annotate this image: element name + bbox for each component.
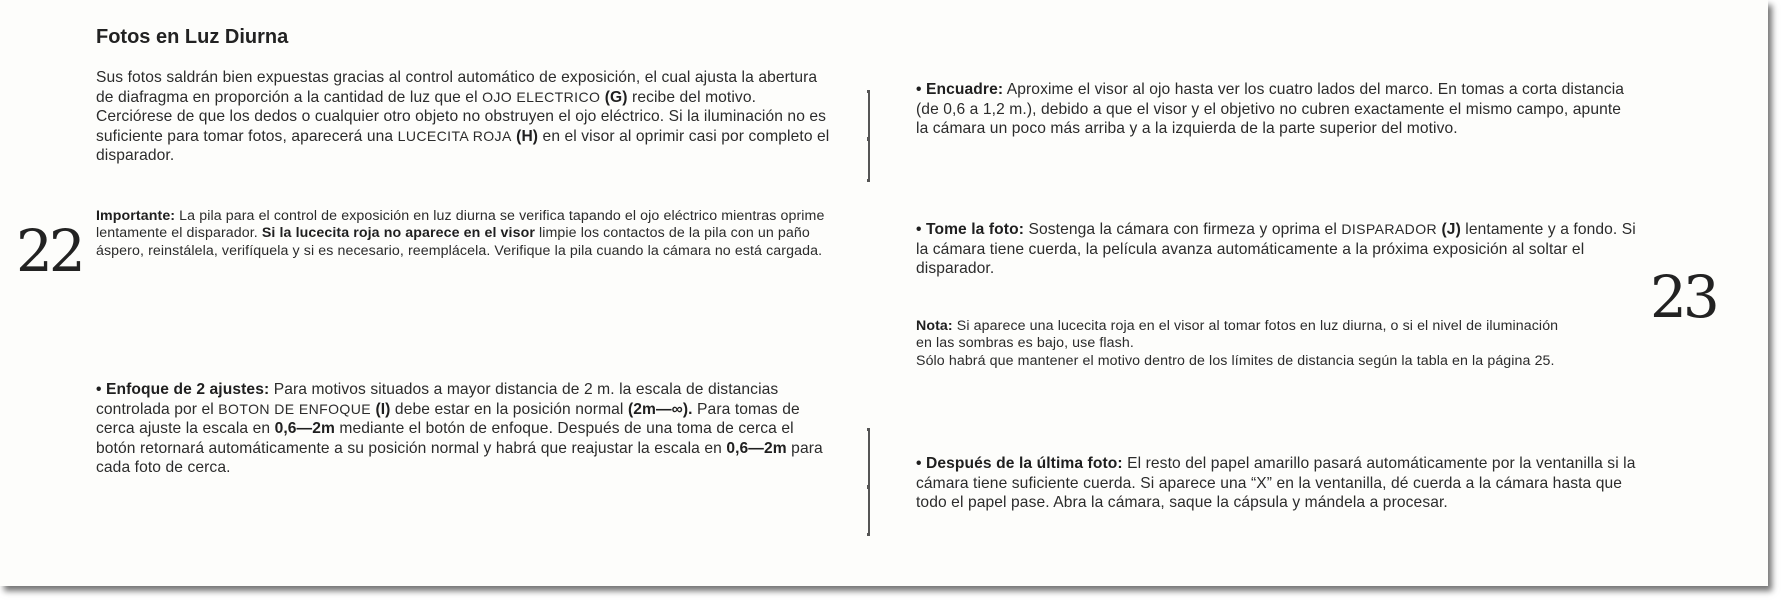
shot-text-1: Sostenga la cámara con firmeza y oprima el xyxy=(1024,221,1342,238)
focus-paragraph xyxy=(96,380,836,478)
frame-text: Aproxime el visor al ojo hasta ver los cuatro lados del marco. En tomas a corta distancia (de 0,6 a 1,2 m.), debido a que el visor y el objetivo no cubren exactamente el mismo campo, apunte la cámara un poco más arriba y a la izquierda de la parte superior del motivo. xyxy=(916,81,1625,137)
focus-text-4: mediante el botón de enfoque. Después de una toma de cerca el botón retornará automáticamente a su posición normal y habrá que reajustar la escala en xyxy=(96,420,794,457)
note-paragraph xyxy=(916,318,1576,370)
shutter-term: DISPARADOR xyxy=(1341,221,1438,237)
fold-mark-top-1 xyxy=(868,90,870,140)
page-number-right: 23 xyxy=(1650,263,1716,331)
label-i: (I) xyxy=(375,400,391,418)
important-bold-text: Si la lucecita roja no aparece en el visor xyxy=(261,225,535,242)
shot-paragraph xyxy=(916,220,1641,279)
intro-text-1: Sus fotos saldrán bien expuestas gracias al control automático de exposición, el cual ajusta la abertura de diafragma en proporción a la cantidad de luz que el xyxy=(96,69,818,106)
focus-close-range-2: 0,6—2m xyxy=(726,439,787,457)
important-label: Importante: xyxy=(96,208,176,224)
frame-paragraph xyxy=(916,80,1626,139)
focus-label: • Enfoque de 2 ajustes: xyxy=(96,381,270,398)
focus-normal-range: (2m—∞). xyxy=(627,400,693,418)
fold-mark-bottom-1 xyxy=(868,428,870,488)
fold-mark-top-2 xyxy=(868,138,870,182)
shot-label: • Tome la foto: xyxy=(916,221,1025,238)
last-photo-text: El resto del papel amarillo pasará automáticamente por la ventanilla si la cámara tiene suficiente cuerda. Si aparece una “X” en la ventanilla, dé cuerda a la cámara hasta que todo el papel pase. Abra la cámara, saque la cápsula y mándela a procesar. xyxy=(916,455,1636,511)
last-photo-paragraph xyxy=(916,454,1636,513)
electric-eye-term: OJO ELECTRICO xyxy=(482,88,601,105)
label-h: (H) xyxy=(516,127,539,145)
page-number-left: 22 xyxy=(16,217,82,285)
intro-text-3: en el visor al oprimir casi por completo el disparador. xyxy=(96,127,830,164)
label-j: (J) xyxy=(1441,221,1461,238)
frame-label: • Encuadre: xyxy=(916,81,1004,98)
focus-text-5: para cada foto de cerca. xyxy=(96,439,823,476)
shot-text-2: lentamente y a fondo. Si la cámara tiene cuerda, la película avanza automáticamente a la próxima exposición al soltar el disparador. xyxy=(916,221,1636,277)
important-paragraph xyxy=(96,208,826,260)
intro-paragraph xyxy=(96,68,836,166)
red-light-term: LUCECITA ROJA xyxy=(397,127,512,144)
important-text-2: limpie los contactos de la pila con un paño áspero, reinstálela, verifíquela y si es necesario, reemplácela. Verifique la pila cuando la cámara no está cargada. xyxy=(96,225,823,259)
important-text-1: La pila para el control de exposición en luz diurna se verifica tapando el ojo eléctrico mientras oprime lentamente el disparador. xyxy=(96,208,825,242)
section-title: Fotos en Luz Diurna xyxy=(96,26,289,48)
note-text-2: Sólo habrá que mantener el motivo dentro de los límites de distancia según la tabla en la página 25. xyxy=(916,352,1555,369)
intro-text-2: recibe del motivo. Cerciórese de que los dedos o cualquier otro objeto no obstruyen el ojo eléctrico. Si la iluminación no es suficiente para tomar fotos, aparecerá una xyxy=(96,88,827,145)
focus-text-1: Para motivos situados a mayor distancia de 2 m. la escala de distancias controlada por el xyxy=(96,381,779,418)
last-photo-label: • Después de la última foto: xyxy=(916,455,1123,472)
focus-text-3: Para tomas de cerca ajuste la escala en xyxy=(96,400,800,437)
note-text-1: Si aparece una lucecita roja en el visor al tomar fotos en luz diurna, o si el nivel de iluminación en las sombras es bajo, use flash. xyxy=(916,318,1559,352)
note-label: Nota: xyxy=(916,318,953,334)
label-g: (G) xyxy=(604,88,628,106)
focus-button-term: BOTON DE ENFOQUE xyxy=(218,400,372,417)
fold-mark-bottom-2 xyxy=(868,486,870,536)
focus-close-range-1: 0,6—2m xyxy=(274,420,335,437)
left-page xyxy=(0,0,878,586)
right-page xyxy=(878,0,1768,586)
focus-text-2: debe estar en la posición normal xyxy=(390,400,628,418)
